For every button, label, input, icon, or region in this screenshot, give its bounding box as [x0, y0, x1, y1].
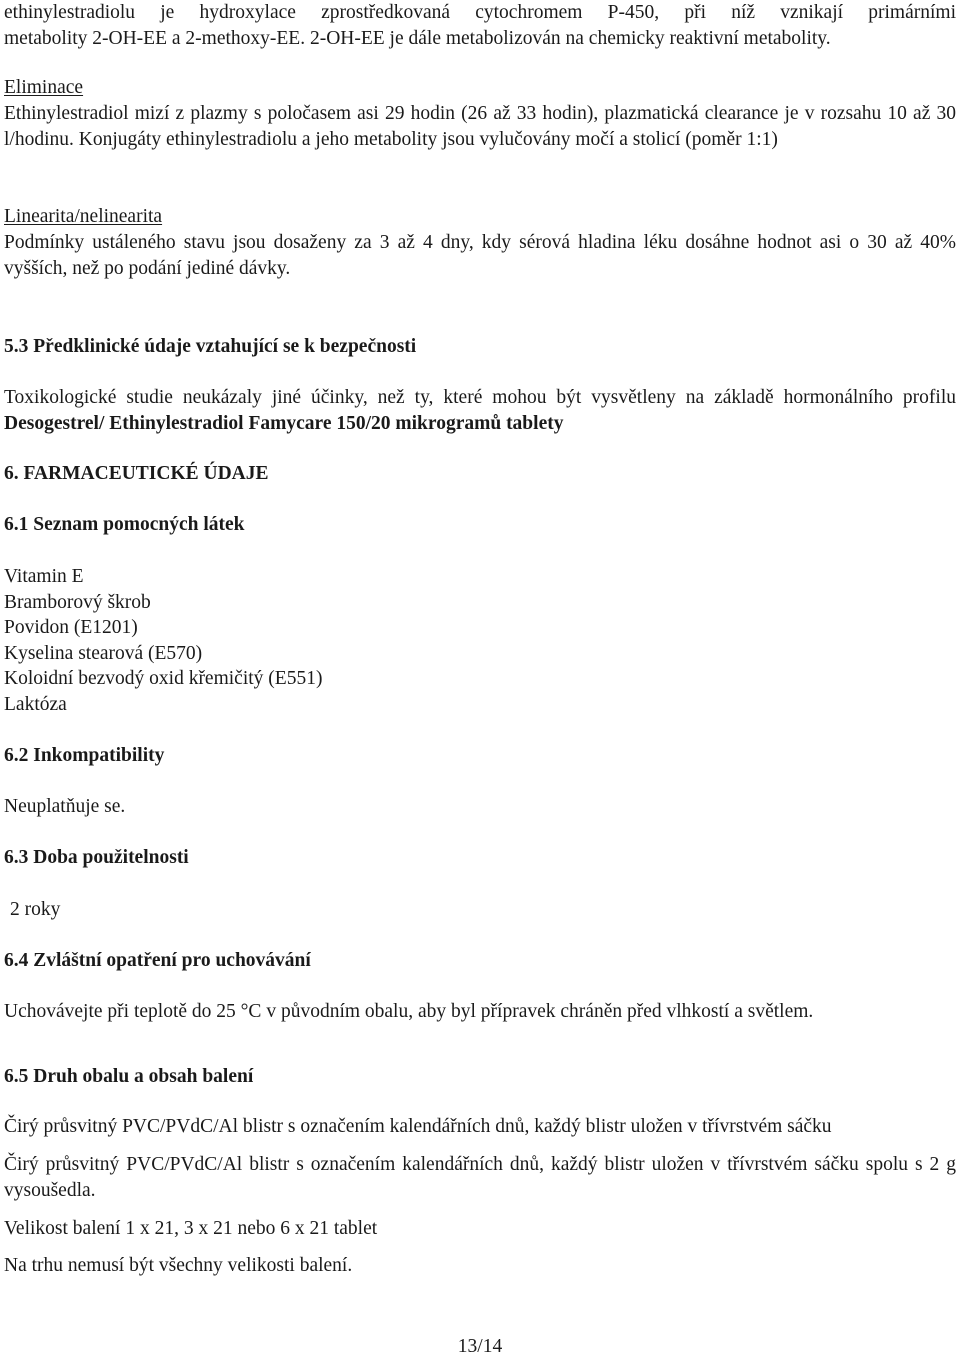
list-item: Laktóza: [4, 693, 67, 715]
section-6-2-text: Neuplatňuje se.: [4, 796, 126, 817]
intro-line-2: metabolity 2-OH-EE a 2-methoxy-EE. 2-OH-EE je dále metabolizován na chemicky reaktivní metabolity.: [4, 27, 831, 49]
section-6-5-heading: 6.5 Druh obalu a obsah balení: [4, 1066, 254, 1087]
list-item: Koloidní bezvodý oxid křemičitý (E551): [4, 668, 323, 689]
intro-paragraph: [4, 0, 956, 51]
list-item: Bramborový škrob: [4, 591, 151, 613]
section-6-2-heading: 6.2 Inkompatibility: [4, 745, 165, 766]
page-number: 13/14: [457, 1336, 503, 1357]
linearity-paragraph: Podmínky ustáleného stavu jsou dosaženy za 3 až 4 dny, kdy sérová hladina léku dosáhne hodnot asi o 30 až 40% vyšších, než po podání jediné dávky.: [4, 232, 956, 279]
intro-line-1: ethinylestradiolu je hydroxylace zprostředkovaná cytochromem P-450, při níž vznikají primárními: [4, 2, 956, 23]
section-6-3-text: 2 roky: [10, 899, 61, 920]
elimination-heading-text: Eliminace: [4, 77, 84, 98]
section-6-4-text: Uchovávejte při teplotě do 25 °C v původním obalu, aby byl přípravek chráněn před vlhkostí a světlem.: [4, 1001, 814, 1022]
linearity-heading-text: Linearita/nelinearita: [4, 206, 163, 227]
excipient-list: [4, 564, 956, 717]
product-name: Desogestrel/ Ethinylestradiol Famycare 150/20 mikrogramů tablety: [4, 412, 564, 434]
package-description-1: Čirý průsvitný PVC/PVdC/Al blistr s označením kalendářních dnů, každý blistr uložen v třívrstvém sáčku: [4, 1116, 832, 1137]
section-5-3-text: Toxikologické studie neukázaly jiné účinky, než ty, které mohou být vysvětleny na základě hormonálního profilu: [4, 387, 956, 408]
linearity-heading: [4, 204, 956, 230]
package-sizes: Velikost balení 1 x 21, 3 x 21 nebo 6 x 21 tablet: [4, 1218, 378, 1239]
package-description-2: Čirý průsvitný PVC/PVdC/Al blistr s označením kalendářních dnů, každý blistr uložen v třívrstvém sáčku spolu s 2 g vysoušedla.: [4, 1154, 956, 1201]
section-6-3-heading: 6.3 Doba použitelnosti: [4, 847, 189, 868]
section-5-3-heading: 5.3 Předklinické údaje vztahující se k bezpečnosti: [4, 336, 417, 357]
elimination-heading: [4, 75, 956, 101]
section-5-3-paragraph: [4, 385, 956, 436]
package-note: Na trhu nemusí být všechny velikosti balení.: [4, 1255, 353, 1276]
list-item: Povidon (E1201): [4, 617, 138, 638]
section-6-4-heading: 6.4 Zvláštní opatření pro uchovávání: [4, 950, 311, 971]
section-6-1-heading: 6.1 Seznam pomocných látek: [4, 514, 245, 535]
section-6-heading: 6. FARMACEUTICKÉ ÚDAJE: [4, 463, 269, 484]
elimination-paragraph: Ethinylestradiol mizí z plazmy s poločasem asi 29 hodin (26 až 33 hodin), plazmatická clearance je v rozsahu 10 až 30 l/hodinu. Konjugáty ethinylestradiolu a jeho metabolity jsou vylučovány močí a stolicí (poměr 1:1): [4, 103, 956, 150]
list-item: Vitamin E: [4, 566, 84, 587]
list-item: Kyselina stearová (E570): [4, 642, 203, 664]
